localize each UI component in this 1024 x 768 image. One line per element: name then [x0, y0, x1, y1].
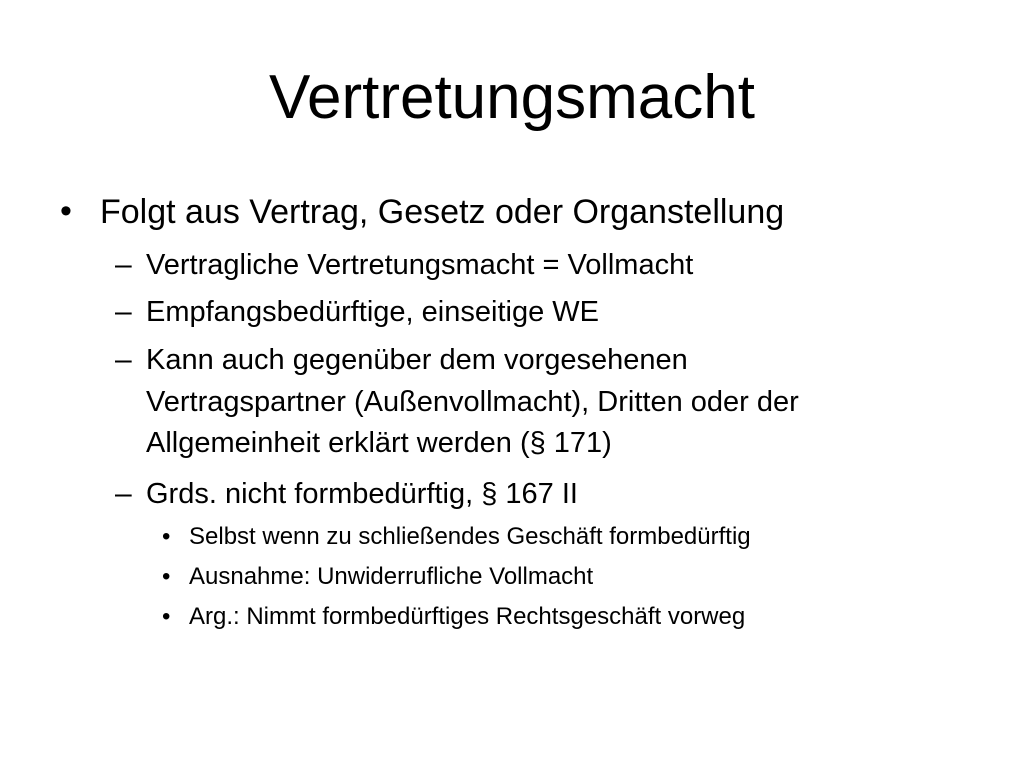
sub-sub-bullet-text: Ausnahme: Unwiderrufliche Vollmacht [189, 563, 594, 590]
dash-marker: – [115, 477, 132, 510]
sub-bullet-text: Grds. nicht formbedürftig, § 167 II [146, 478, 578, 510]
bullet-marker: • [162, 563, 171, 590]
sub-bullet-text: Vertragliche Vertretungsmacht = Vollmacht [146, 249, 694, 281]
bullet-marker: • [162, 603, 171, 630]
dash-marker: – [115, 343, 132, 376]
dash-marker: – [115, 248, 132, 281]
sub-bullet-text-line-2: Vertragspartner (Außenvollmacht), Dritten oder der [146, 386, 799, 418]
bullet-text: Folgt aus Vertrag, Gesetz oder Organstellung [100, 193, 785, 231]
bullet-marker: • [60, 192, 72, 230]
sub-bullet-text: Empfangsbedürftige, einseitige WE [146, 296, 599, 328]
slide-title: Vertretungsmacht [269, 63, 755, 132]
bullet-marker: • [162, 523, 171, 550]
dash-marker: – [115, 295, 132, 328]
sub-sub-bullet-text: Arg.: Nimmt formbedürftiges Rechtsgeschäft vorweg [189, 603, 746, 630]
sub-sub-bullet-text: Selbst wenn zu schließendes Geschäft formbedürftig [189, 523, 751, 550]
sub-bullet-text-line-3: Allgemeinheit erklärt werden (§ 171) [146, 427, 612, 459]
sub-bullet-text-line-1: Kann auch gegenüber dem vorgesehenen [146, 344, 688, 376]
